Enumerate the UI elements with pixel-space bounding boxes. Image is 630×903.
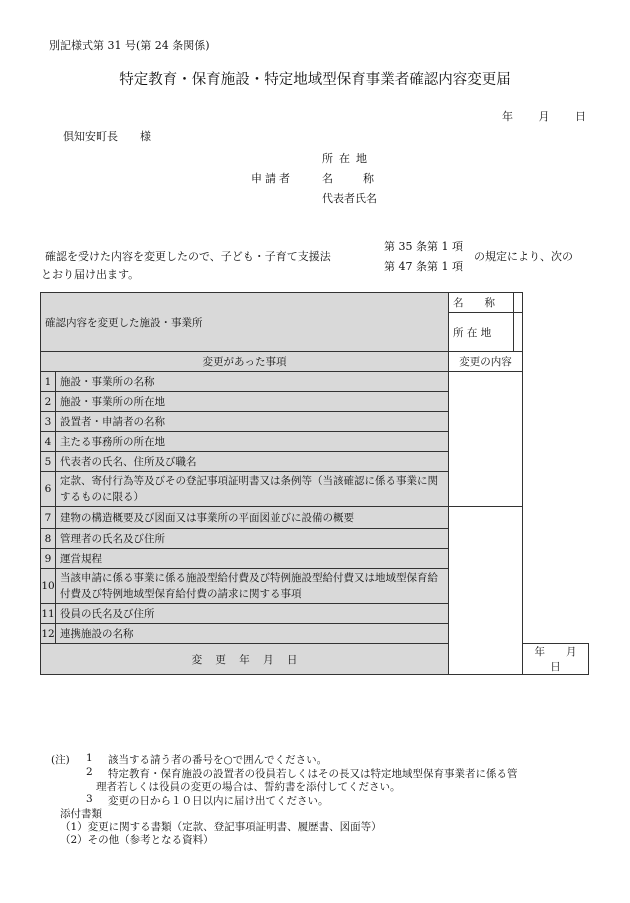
row-number: 7 <box>41 507 56 529</box>
addressee: 倶知安町長 様 <box>63 130 151 143</box>
row-number: 1 <box>41 372 56 392</box>
applicant-name-label <box>322 170 374 186</box>
row-item: 当該申請に係る事業に係る施設型給付費及び特例施設型給付費又は地域型保育給付費及び特例地域型保育給付費の請求に関する事項 <box>56 569 449 604</box>
row-item: 運営規程 <box>56 549 449 569</box>
applicant-label: 申請者 <box>251 172 293 185</box>
intro-text-part1: 確認を受けた内容を変更したので、子ども・子育て支援法 <box>45 250 331 263</box>
attachments-title: 添付書類 <box>60 808 102 820</box>
row-number: 2 <box>41 392 56 412</box>
change-date-value[interactable]: 年 月 日 <box>523 644 589 675</box>
attachment-2: （2）その他（参考となる資料） <box>60 834 214 846</box>
facility-location-label: 所 在 地 <box>449 313 514 352</box>
facility-name-field[interactable] <box>514 293 523 313</box>
facility-location-field[interactable] <box>514 313 523 352</box>
note-2b: 理者若しくは役員の変更の場合は、誓約書を添付してください。 <box>96 781 401 793</box>
row-number: 5 <box>41 452 56 472</box>
submission-date: 年 月 日 <box>502 110 586 123</box>
row-number: 3 <box>41 412 56 432</box>
applicant-address-label: 所在地 <box>322 152 373 165</box>
name-label-part1: 名 <box>322 172 333 185</box>
note-number: 3 <box>86 793 93 805</box>
row-item: 定款、寄付行為等及びその登記事項証明書又は条例等（当該確認に係る事業に関するものに限る） <box>56 472 449 507</box>
article-option-1: 第 35 条第 1 項 <box>384 240 463 253</box>
note-1: 該当する請う者の番号を○で囲んでください。 <box>108 754 328 766</box>
note-number: 1 <box>86 752 93 764</box>
row-item: 代表者の氏名、住所及び職名 <box>56 452 449 472</box>
col-header-items: 変更があった事項 <box>41 352 449 372</box>
intro-text-part2: の規定により、次の <box>474 250 573 263</box>
form-label: 別記様式第 31 号(第 24 条関係) <box>49 39 210 52</box>
row-number: 11 <box>41 604 56 624</box>
row-item: 施設・事業所の名称 <box>56 372 449 392</box>
row-number: 9 <box>41 549 56 569</box>
article-option-2: 第 47 条第 1 項 <box>384 260 463 273</box>
attachment-1: （1）変更に関する書類（定款、登記事項証明書、履歴書、図面等） <box>60 821 382 833</box>
row-number: 12 <box>41 624 56 644</box>
note-number: 2 <box>86 766 93 778</box>
change-table <box>40 292 598 675</box>
change-date-label: 変 更 年 月 日 <box>41 644 449 675</box>
row-item: 主たる事務所の所在地 <box>56 432 449 452</box>
row-item: 建物の構造概要及び図面又は事業所の平面図並びに設備の概要 <box>56 507 449 529</box>
row-number: 4 <box>41 432 56 452</box>
name-label-part2: 称 <box>363 172 374 185</box>
change-content-field-b[interactable] <box>449 507 523 675</box>
notes-prefix: (注) <box>51 754 70 766</box>
facility-label: 確認内容を変更した施設・事業所 <box>41 293 449 352</box>
row-item: 役員の氏名及び住所 <box>56 604 449 624</box>
row-number: 8 <box>41 529 56 549</box>
row-number: 10 <box>41 569 56 604</box>
note-3: 変更の日から１０日以内に届け出てください。 <box>108 795 329 807</box>
col-header-content: 変更の内容 <box>449 352 523 372</box>
applicant-representative-label: 代表者氏名 <box>322 192 377 205</box>
page-title: 特定教育・保育施設・特定地域型保育事業者確認内容変更届 <box>119 72 511 88</box>
intro-text-part3: とおり届け出ます。 <box>41 268 140 281</box>
change-content-field-a[interactable] <box>449 372 523 507</box>
row-number: 6 <box>41 472 56 507</box>
note-2a: 特定教育・保育施設の設置者の役員若しくはその長又は特定地域型保育事業者に係る管 <box>108 768 518 780</box>
row-item: 設置者・申請者の名称 <box>56 412 449 432</box>
facility-name-label: 名 称 <box>449 293 514 313</box>
row-item: 施設・事業所の所在地 <box>56 392 449 412</box>
row-item: 管理者の氏名及び住所 <box>56 529 449 549</box>
row-item: 連携施設の名称 <box>56 624 449 644</box>
